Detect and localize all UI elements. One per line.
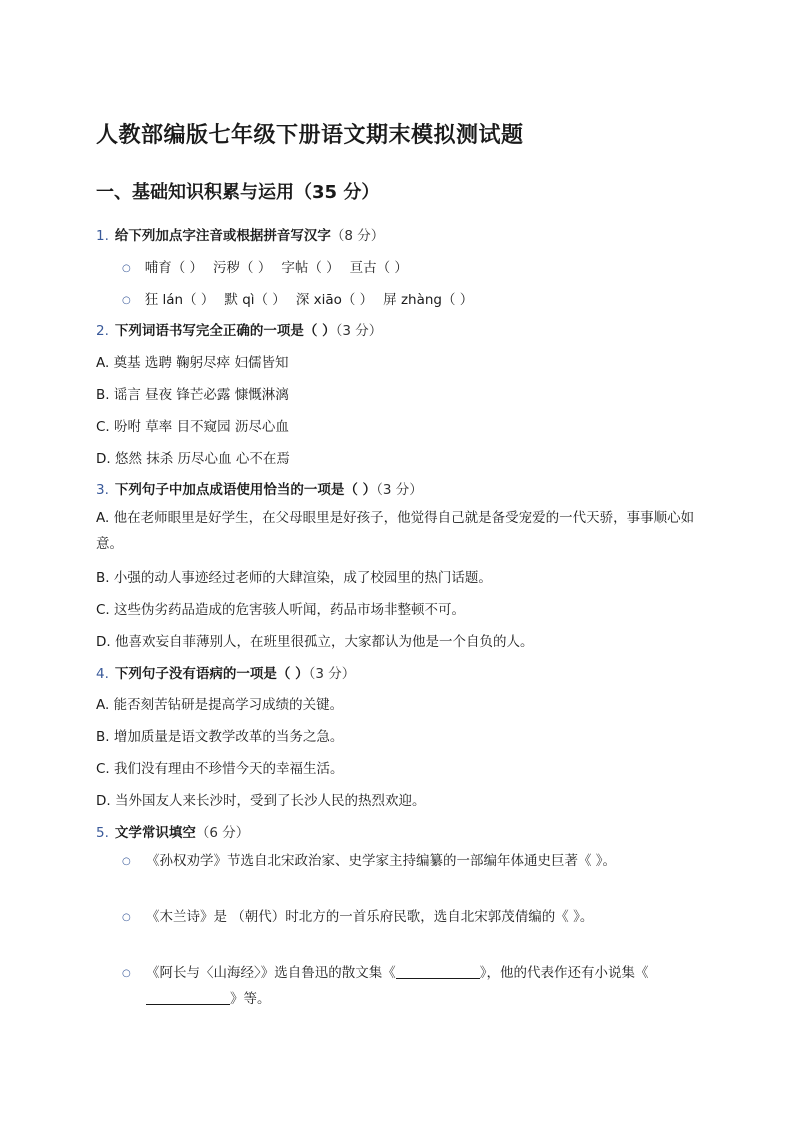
- option-d: D. 当外国友人来长沙时，受到了长沙人民的热烈欢迎。: [96, 793, 426, 809]
- bullet-icon: ○: [122, 856, 131, 867]
- list-item: 哺育（ ）: [144, 260, 204, 276]
- pinyin-row-2: [122, 288, 483, 308]
- answer-blank[interactable]: [396, 964, 480, 979]
- question-stem: 给下列加点字注音或根据拼音写汉字: [114, 228, 331, 244]
- option-d: D. 悠然 抹杀 历尽心血 心不在焉: [96, 451, 290, 467]
- question-number: 3.: [96, 482, 109, 498]
- question-stem: 下列词语书写完全正确的一项是（ ）: [114, 323, 336, 339]
- question-score: （3 分）: [376, 482, 423, 498]
- question-stem: 下列句子中加点成语使用恰当的一项是（ ）: [114, 482, 377, 498]
- list-item: 《木兰诗》是 （朝代）时北方的一首乐府民歌，选自北宋郭茂倩编的《 》。: [146, 909, 594, 925]
- option-b: B. 小强的动人事迹经过老师的大肆渲染，成了校园里的热门话题。: [96, 570, 492, 586]
- question-stem: 下列句子没有语病的一项是（ ）: [114, 666, 309, 682]
- option-a: A. 他在老师眼里是好学生，在父母眼里是好孩子，他觉得自己就是备受宠爱的一代天骄，事事顺心如意。: [96, 510, 695, 552]
- question-number: 1.: [96, 228, 109, 244]
- question-5: [96, 821, 249, 841]
- page-title: 人教部编版七年级下册语文期末模拟测试题: [96, 123, 524, 148]
- bullet-icon: ○: [122, 295, 131, 306]
- list-item: [146, 960, 702, 1012]
- list-item: 污秽（ ）: [213, 260, 272, 276]
- option-c: C. 这些伪劣药品造成的危害骇人听闻，药品市场非整顿不可。: [96, 602, 466, 618]
- bullet-icon: ○: [122, 968, 131, 979]
- list-item: 亘古（ ）: [349, 260, 408, 276]
- question-number: 4.: [96, 666, 109, 682]
- section-heading: 一、基础知识积累与运用（35 分）: [96, 182, 380, 203]
- list-item: 字帖（ ）: [281, 260, 340, 276]
- question-1: [96, 224, 384, 244]
- fill-text: 《阿长与〈山海经〉》选自鲁迅的散文集《: [146, 965, 396, 981]
- bullet-icon: ○: [122, 263, 131, 274]
- fill-text: 》等。: [230, 991, 271, 1007]
- question-stem: 文学常识填空: [114, 825, 196, 841]
- list-item: 默 qì（ ）: [224, 292, 286, 308]
- question-score: （6 分）: [195, 825, 250, 841]
- question-number: 2.: [96, 323, 109, 339]
- question-score: （8 分）: [330, 228, 385, 244]
- question-4: [96, 662, 355, 682]
- list-item: 屏 zhàng（ ）: [383, 292, 474, 308]
- fill-text: 》，他的代表作还有小说集《: [479, 965, 649, 981]
- option-b: B. 增加质量是语文教学改革的当务之急。: [96, 729, 344, 745]
- option-d: D. 他喜欢妄自菲薄别人，在班里很孤立，大家都认为他是一个自负的人。: [96, 634, 534, 650]
- option-a: A. 奠基 选聘 鞠躬尽瘁 妇儒皆知: [96, 355, 289, 371]
- option-c: C. 我们没有理由不珍惜今天的幸福生活。: [96, 761, 344, 777]
- pinyin-row-1: [122, 256, 418, 276]
- question-score: （3 分）: [308, 666, 356, 682]
- option-a: A. 能否刻苦钻研是提高学习成绩的关键。: [96, 697, 344, 713]
- list-item: 狂 lán（ ）: [144, 292, 215, 308]
- question-number: 5.: [96, 825, 109, 841]
- question-3: [96, 478, 423, 498]
- answer-blank[interactable]: [146, 990, 230, 1005]
- option-b: B. 谣言 昼夜 锋芒必露 慷慨淋漓: [96, 387, 289, 403]
- question-score: （3 分）: [335, 323, 383, 339]
- question-2: [96, 319, 382, 339]
- bullet-icon: ○: [122, 912, 131, 923]
- option-c: C. 吩咐 草率 目不窥园 沥尽心血: [96, 419, 289, 435]
- list-item: 《孙权劝学》节选自北宋政治家、史学家主持编纂的一部编年体通史巨著《 》。: [146, 853, 617, 869]
- list-item: 深 xiāo（ ）: [295, 292, 374, 308]
